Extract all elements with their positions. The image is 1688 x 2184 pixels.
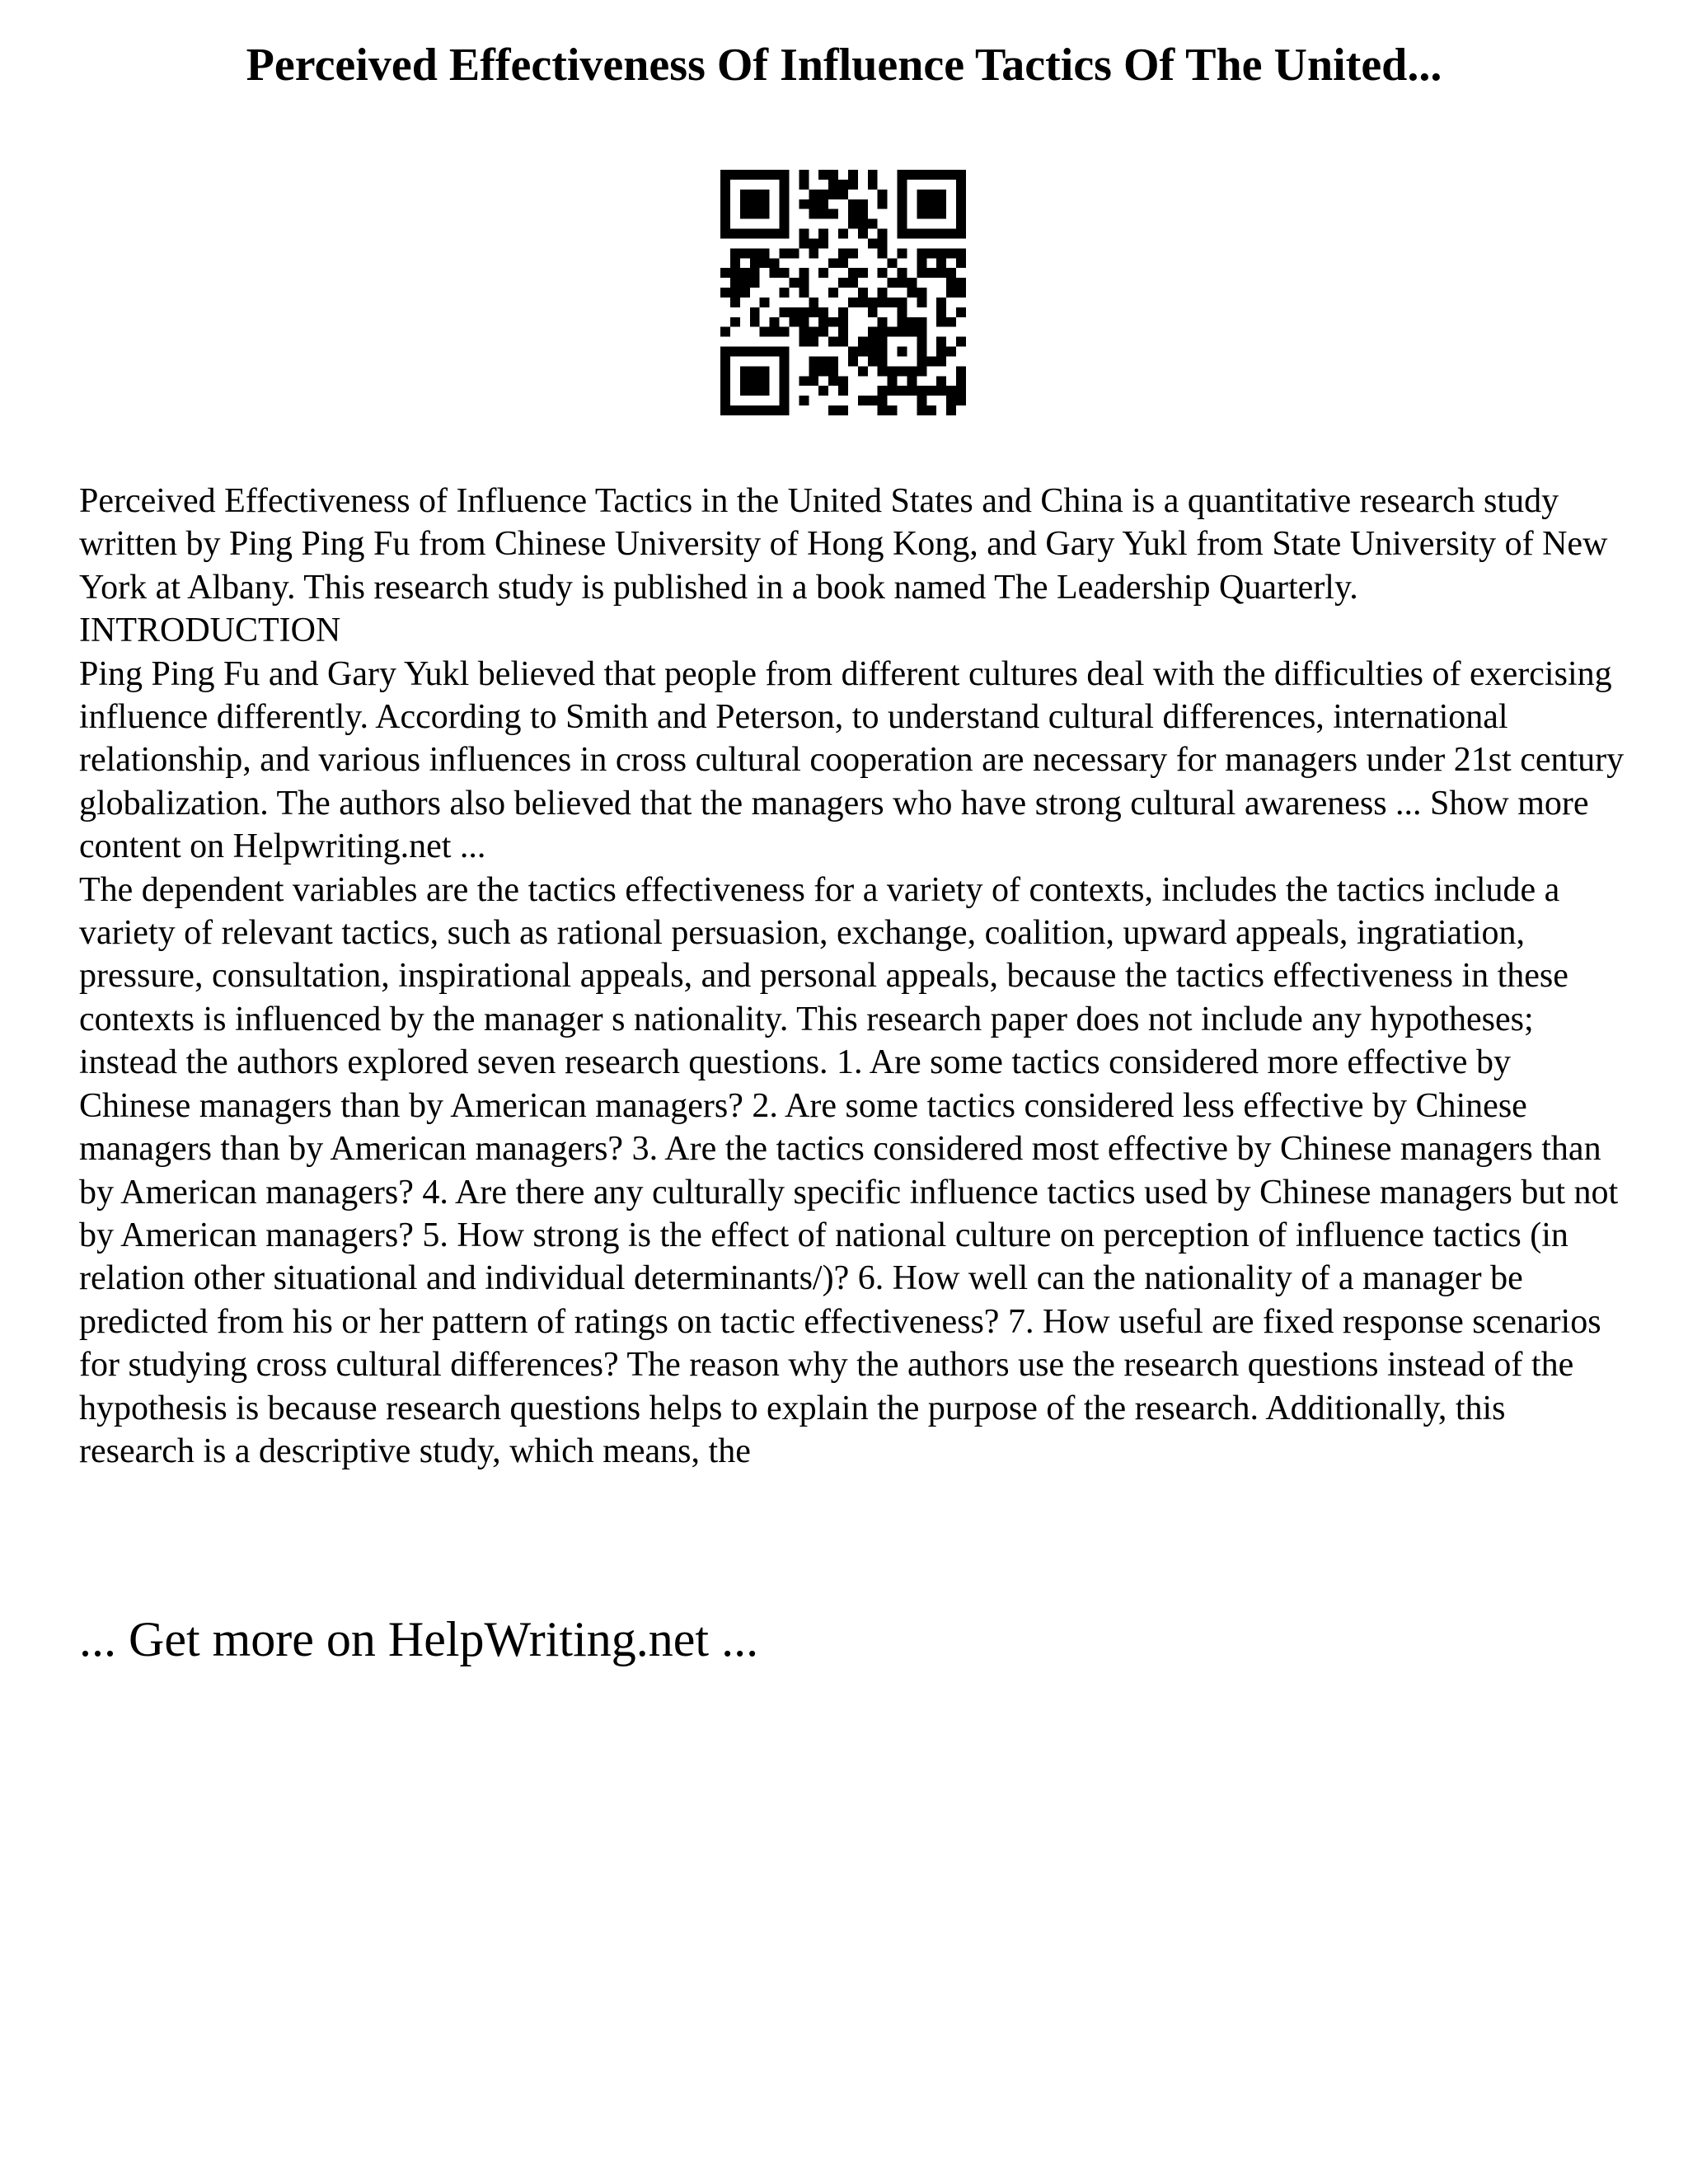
qr-module	[936, 376, 946, 386]
qr-finder-top-left	[720, 170, 789, 238]
qr-module	[858, 199, 868, 209]
qr-module	[799, 337, 809, 347]
qr-module	[868, 298, 878, 307]
qr-module	[730, 248, 740, 258]
qr-module	[799, 199, 809, 209]
qr-module	[868, 356, 878, 366]
qr-module	[858, 396, 868, 405]
qr-module	[907, 278, 917, 288]
qr-finder-top-right	[898, 170, 966, 238]
qr-module	[926, 268, 936, 278]
qr-module	[799, 229, 809, 239]
qr-module	[720, 288, 730, 298]
qr-module	[917, 396, 926, 405]
qr-module	[858, 366, 868, 376]
qr-module	[888, 386, 898, 396]
qr-module	[828, 317, 838, 327]
qr-module	[799, 278, 809, 288]
qr-module	[888, 278, 898, 288]
qr-module	[898, 248, 907, 258]
qr-module	[878, 199, 888, 209]
qr-module	[926, 405, 936, 415]
qr-module	[936, 317, 946, 327]
get-more-link[interactable]: ... Get more on HelpWriting.net ...	[79, 1612, 759, 1666]
qr-module	[878, 190, 888, 199]
qr-module	[799, 317, 809, 327]
qr-module	[868, 307, 878, 317]
qr-module	[848, 298, 858, 307]
qr-module	[848, 248, 858, 258]
qr-module	[838, 307, 848, 317]
qr-module	[828, 356, 838, 366]
qr-module	[828, 405, 838, 415]
qr-module	[789, 248, 799, 258]
qr-module	[878, 405, 888, 415]
qr-module	[809, 190, 818, 199]
qr-module	[799, 307, 809, 317]
qr-module	[936, 298, 946, 307]
qr-module	[770, 258, 780, 268]
qr-module	[956, 337, 966, 347]
qr-module	[946, 317, 956, 327]
qr-module	[799, 288, 809, 298]
qr-module	[818, 199, 828, 209]
qr-module	[720, 268, 730, 278]
qr-module	[799, 180, 809, 190]
qr-module	[858, 347, 868, 357]
qr-module	[868, 347, 878, 357]
qr-module	[868, 396, 878, 405]
qr-module	[936, 248, 946, 258]
qr-module	[898, 307, 907, 317]
qr-module	[838, 327, 848, 337]
qr-module	[760, 327, 770, 337]
qr-module	[898, 278, 907, 288]
qr-module	[760, 298, 770, 307]
qr-module	[799, 268, 809, 278]
qr-module	[946, 405, 956, 415]
qr-module	[956, 386, 966, 396]
qr-module	[878, 248, 888, 258]
qr-module	[818, 229, 828, 239]
qr-module	[818, 317, 828, 327]
qr-module	[926, 248, 936, 258]
qr-module	[789, 317, 799, 327]
qr-module	[946, 347, 956, 357]
qr-module	[838, 278, 848, 288]
qr-module	[740, 278, 750, 288]
qr-module	[907, 288, 917, 298]
qr-module	[750, 258, 760, 268]
qr-module	[740, 288, 750, 298]
qr-module	[907, 386, 917, 396]
qr-module	[946, 288, 956, 298]
introduction-paragraph: Ping Ping Fu and Gary Yukl believed that people from different cultures deal with the difficulties of exercising influence differently. According to Smith and Peterson, to understand cultural differences, international relationship, and various influences in cross cultural cooperation are necessary for managers under 21st century globalization. The authors also believed that the managers who have strong cultural awareness ... Show more content on Helpwriting.net ...	[79, 654, 1625, 866]
qr-module	[809, 307, 818, 317]
qr-module	[848, 209, 858, 219]
qr-module	[858, 268, 868, 278]
qr-module	[888, 258, 898, 268]
qr-module	[818, 366, 828, 376]
qr-module	[780, 248, 790, 258]
qr-module	[878, 238, 888, 248]
qr-module	[907, 317, 917, 327]
article-body	[79, 480, 1629, 1473]
document-title: Perceived Effectiveness Of Influence Tactics Of The United...	[246, 40, 1442, 91]
qr-module	[809, 327, 818, 337]
qr-module	[868, 337, 878, 347]
qr-module	[917, 288, 926, 298]
qr-module	[878, 396, 888, 405]
qr-module	[818, 268, 828, 278]
qr-module	[828, 376, 838, 386]
qr-module	[956, 376, 966, 386]
qr-module	[818, 307, 828, 317]
qr-module	[730, 288, 740, 298]
variables-paragraph: The dependent variables are the tactics effectiveness for a variety of contexts, includes the tactics include a variety of relevant tactics, such as rational persuasion, exchange, coalition, upward appeals, ingratiation, pressure, consultation, inspirational appeals, and personal appeals, because the tactics effectiveness in these contexts is influenced by the manager s nationality. This research paper does not include any hypotheses; instead the authors explored seven research questions. 1. Are some tactics considered more effective by Chinese managers than by American managers? 2. Are some tactics considered less effective by Chinese managers than by American managers? 3. Are the tactics considered most effective by Chinese managers than by American managers? 4. Are there any culturally specific influence tactics used by Chinese managers but not by American managers? 5. How strong is the effect of national culture on perception of influence tactics (in relation other situational and individual determinants/)? 6. How well can the nationality of a manager be predicted from his or her pattern of ratings on tactic effectiveness? 7. How useful are fixed response scenarios for studying cross cultural differences? The reason why the authors use the research questions instead of the hypothesis is because research questions helps to explain the purpose of the research. Additionally, this research is a descriptive study, which means, the	[79, 870, 1619, 1470]
qr-module	[838, 317, 848, 327]
qr-module	[809, 366, 818, 376]
qr-module	[838, 248, 848, 258]
qr-module	[750, 248, 760, 258]
qr-module	[858, 288, 868, 298]
qr-module	[730, 278, 740, 288]
qr-module	[848, 199, 858, 209]
qr-module	[818, 170, 828, 180]
qr-module	[946, 248, 956, 258]
qr-module	[868, 219, 878, 229]
qr-module	[780, 288, 790, 298]
qr-module	[888, 405, 898, 415]
qr-module	[760, 248, 770, 258]
qr-module	[888, 376, 898, 386]
qr-module	[917, 258, 926, 268]
qr-module	[956, 396, 966, 405]
qr-module	[848, 347, 858, 357]
qr-module	[828, 190, 838, 199]
section-heading-introduction: INTRODUCTION	[79, 612, 341, 650]
qr-module	[720, 327, 730, 337]
qr-module	[809, 298, 818, 307]
qr-module	[858, 229, 868, 239]
qr-module	[780, 327, 790, 337]
qr-module	[946, 396, 956, 405]
qr-module	[878, 386, 888, 396]
qr-module	[956, 278, 966, 288]
qr-module	[898, 317, 907, 327]
qr-module	[838, 180, 848, 190]
qr-module	[818, 386, 828, 396]
qr-module	[936, 307, 946, 317]
qr-module	[740, 268, 750, 278]
qr-module	[838, 229, 848, 239]
qr-module	[818, 327, 828, 337]
qr-module	[878, 288, 888, 298]
qr-module	[809, 248, 818, 258]
qr-module	[770, 317, 780, 327]
qr-module	[789, 307, 799, 317]
qr-module	[809, 356, 818, 366]
qr-module	[868, 238, 878, 248]
qr-module	[936, 268, 946, 278]
qr-module	[946, 268, 956, 278]
qr-module	[760, 258, 770, 268]
qr-module	[848, 219, 858, 229]
qr-module	[818, 209, 828, 219]
qr-module	[936, 386, 946, 396]
qr-module	[907, 376, 917, 386]
qr-module	[828, 258, 838, 268]
qr-module	[750, 307, 760, 317]
intro-paragraph: Perceived Effectiveness of Influence Tactics in the United States and China is a quantitative research study written by Ping Ping Fu from Chinese University of Hong Kong, and Gary Yukl from State University of New York at Albany. This research study is published in a book named The Leadership Quarterly.	[79, 482, 1608, 607]
qr-module	[809, 238, 818, 248]
qr-module	[828, 209, 838, 219]
qr-module	[936, 337, 946, 347]
qr-module	[730, 258, 740, 268]
qr-module	[828, 170, 838, 180]
qr-module	[858, 337, 868, 347]
qr-module	[848, 268, 858, 278]
qr-module	[730, 268, 740, 278]
qr-alignment-pattern	[898, 347, 907, 357]
qr-module	[878, 229, 888, 239]
qr-module	[868, 170, 878, 180]
qr-module	[888, 298, 898, 307]
qr-module	[926, 356, 936, 366]
qr-module	[838, 405, 848, 415]
qr-module	[818, 238, 828, 248]
qr-module	[750, 317, 760, 327]
qr-module	[917, 298, 926, 307]
qr-module	[878, 268, 888, 278]
qr-module	[818, 356, 828, 366]
qr-module	[926, 386, 936, 396]
qr-module	[780, 268, 790, 278]
qr-module	[828, 288, 838, 298]
qr-module	[789, 278, 799, 288]
qr-module	[858, 209, 868, 219]
qr-module	[809, 376, 818, 386]
qr-module	[936, 258, 946, 268]
qr-module	[917, 405, 926, 415]
qr-module	[956, 258, 966, 268]
qr-module	[858, 219, 868, 229]
qr-module	[838, 258, 848, 268]
qr-module	[809, 337, 818, 347]
qr-module	[868, 327, 878, 337]
qr-module	[898, 386, 907, 396]
qr-module	[868, 180, 878, 190]
qr-module	[936, 347, 946, 357]
qr-module	[848, 356, 858, 366]
qr-module	[917, 386, 926, 396]
qr-module	[799, 170, 809, 180]
qr-module	[799, 376, 809, 386]
qr-module	[799, 396, 809, 405]
qr-module	[858, 298, 868, 307]
qr-module	[750, 268, 760, 278]
qr-module	[898, 268, 907, 278]
qr-module	[838, 386, 848, 396]
qr-module	[956, 248, 966, 258]
qr-module	[838, 376, 848, 386]
qr-module	[828, 366, 838, 376]
qr-module	[946, 386, 956, 396]
qr-module	[809, 209, 818, 219]
qr-module	[730, 317, 740, 327]
qr-module	[898, 298, 907, 307]
qr-module	[917, 248, 926, 258]
qr-module	[770, 327, 780, 337]
qr-module	[848, 180, 858, 190]
qr-module	[828, 337, 838, 347]
qr-finder-bottom-left	[720, 347, 789, 415]
qr-module	[818, 190, 828, 199]
qr-module	[838, 337, 848, 347]
qr-module	[809, 199, 818, 209]
qr-module	[770, 268, 780, 278]
qr-module	[936, 356, 946, 366]
qr-module	[917, 317, 926, 327]
qr-module	[878, 298, 888, 307]
qr-module	[946, 278, 956, 288]
qr-code-icon[interactable]	[720, 170, 966, 415]
qr-module	[956, 307, 966, 317]
qr-module	[828, 180, 838, 190]
qr-module	[730, 298, 740, 307]
qr-module	[838, 190, 848, 199]
qr-module	[740, 248, 750, 258]
qr-module	[799, 327, 809, 337]
qr-module	[750, 278, 760, 288]
qr-module	[780, 307, 790, 317]
qr-module	[956, 366, 966, 376]
qr-module	[878, 317, 888, 327]
qr-module	[956, 288, 966, 298]
qr-module	[848, 278, 858, 288]
qr-module	[799, 238, 809, 248]
qr-module	[848, 170, 858, 180]
qr-module	[917, 268, 926, 278]
